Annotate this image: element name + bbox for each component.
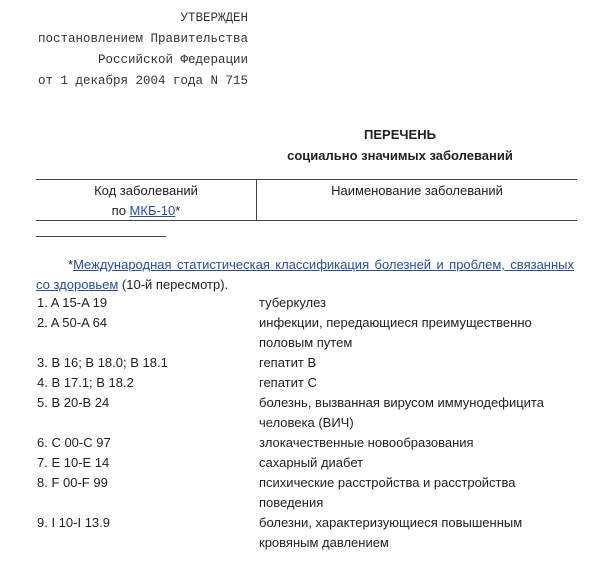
disease-name: болезнь, вызванная вирусом иммунодефицита человека (ВИЧ) [259, 395, 544, 430]
approval-block [20, 8, 248, 92]
footnote-rest: (10-й пересмотр). [118, 277, 229, 292]
list-item [37, 513, 577, 553]
disease-name: болезни, характеризующиеся повышенным кровяным давлением [259, 515, 523, 550]
disease-name: гепатит C [259, 375, 317, 390]
document-title [240, 124, 560, 166]
disease-code: 9. I 10-I 13.9 [37, 515, 110, 530]
header-code-column [36, 180, 257, 220]
disease-code: 7. E 10-E 14 [37, 455, 110, 470]
disease-name: инфекции, передающиеся преимущественно половым путем [259, 315, 532, 350]
table-header [36, 179, 577, 221]
disease-name: психические расстройства и расстройства поведения [259, 475, 516, 510]
header-name-label: Наименование заболеваний [331, 183, 503, 198]
approval-line-2: постановлением Правительства [37, 32, 248, 46]
disease-code: 5. B 20-B 24 [37, 395, 110, 410]
disease-code: 6. C 00-C 97 [37, 435, 111, 450]
header-code-ref [36, 201, 256, 221]
mkb10-link[interactable]: МКБ-10 [129, 203, 176, 218]
footnote [36, 255, 574, 295]
list-item [37, 373, 577, 393]
footnote-star: * [68, 257, 74, 272]
footnote-divider [36, 236, 166, 237]
approval-line-4: от 1 декабря 2004 года N 715 [37, 74, 248, 88]
disease-code: 2. A 50-A 64 [37, 315, 108, 330]
approval-line-3: Российской Федерации [97, 53, 248, 67]
approval-line-1: УТВЕРЖДЕН [180, 11, 248, 25]
disease-name: злокачественные новообразования [259, 435, 474, 450]
disease-name: сахарный диабет [259, 455, 364, 470]
list-item [37, 393, 577, 433]
list-item [37, 433, 577, 453]
disease-list [37, 293, 577, 553]
list-item [37, 293, 577, 313]
list-item [37, 353, 577, 373]
disease-code: 8. F 00-F 99 [37, 475, 108, 490]
list-item [37, 473, 577, 513]
header-code-label: Код заболеваний [94, 183, 198, 198]
disease-name: гепатит B [259, 355, 317, 370]
header-code-prefix: по [111, 203, 130, 218]
disease-code: 4. B 17.1; B 18.2 [37, 375, 134, 390]
header-name-column [257, 180, 577, 220]
title-heading: ПЕРЕЧЕНЬ [364, 127, 436, 142]
disease-code: 3. B 16; B 18.0; B 18.1 [37, 355, 168, 370]
disease-name: туберкулез [259, 295, 327, 310]
list-item [37, 453, 577, 473]
list-item [37, 313, 577, 353]
disease-code: 1. A 15-A 19 [37, 295, 108, 310]
header-code-star: * [175, 203, 181, 218]
title-subheading: социально значимых заболеваний [287, 148, 513, 163]
classification-link[interactable]: Международная статистическая классификация болезней и проблем, связанных со здоровьем [36, 257, 574, 292]
